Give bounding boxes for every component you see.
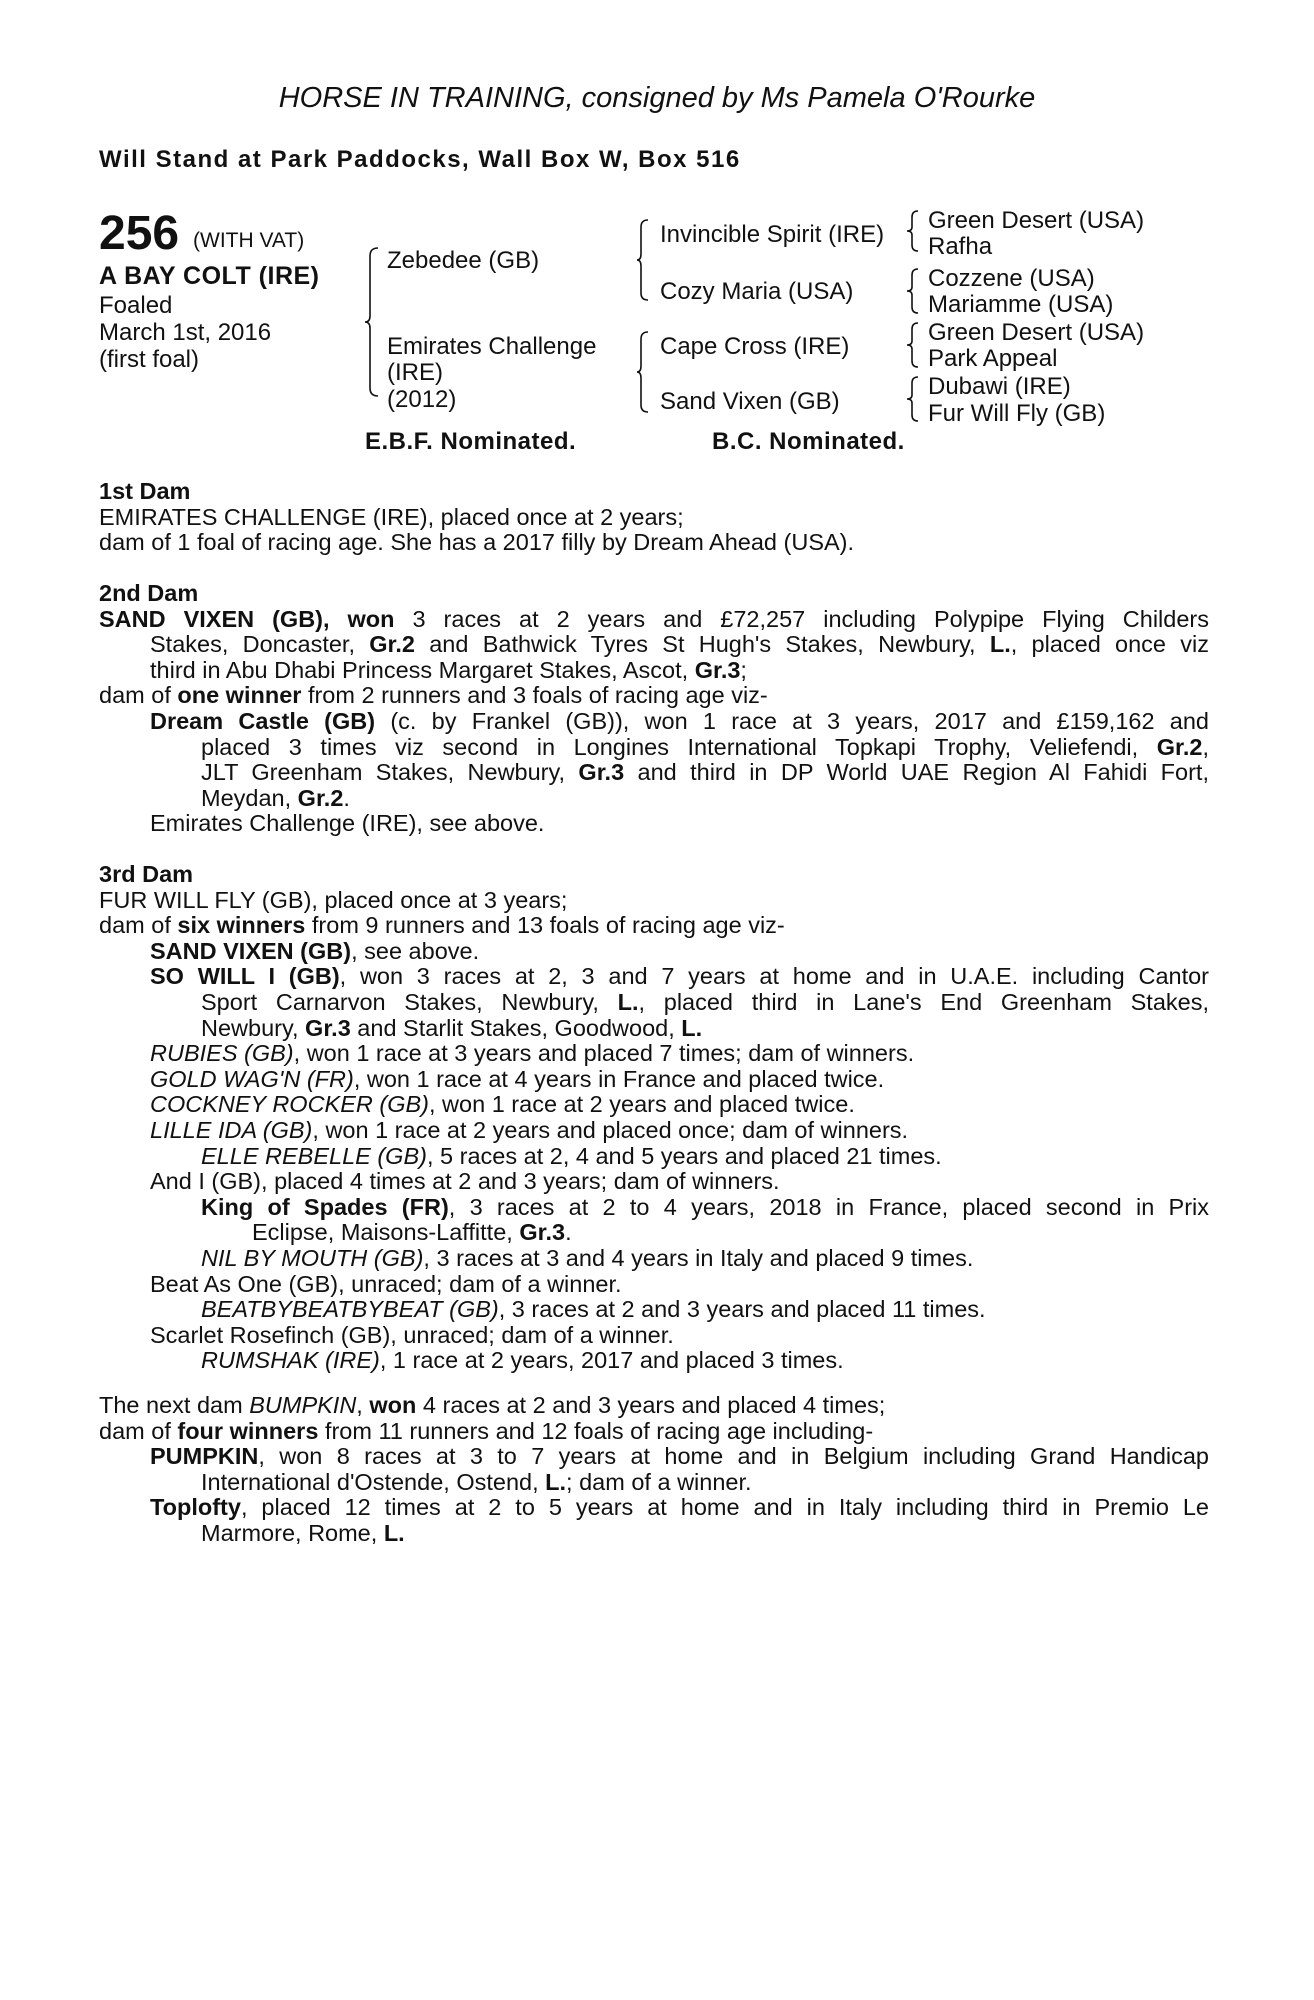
text-span: , see above. — [351, 937, 480, 964]
third-dam-line — [99, 964, 1209, 990]
progeny-name: NIL BY MOUTH (GB) — [201, 1244, 424, 1271]
lot-number: 256 — [99, 207, 180, 260]
text-span: from 9 runners and 13 foals of racing age viz- — [305, 912, 785, 939]
dam-name: SAND VIXEN (GB), won — [99, 605, 395, 632]
race-grade: L. — [681, 1014, 703, 1041]
next-dam-line — [99, 1470, 1209, 1496]
text-span: dam of — [99, 912, 178, 939]
race-grade: L. — [989, 631, 1011, 658]
progeny-name: Toplofty — [150, 1494, 241, 1521]
first-dam-heading: 1st Dam — [99, 478, 191, 504]
text-span: , placed once viz — [1010, 631, 1209, 658]
second-dam-line — [99, 607, 1209, 633]
race-grade: Gr.3 — [305, 1014, 351, 1041]
pedigree-brace-sd — [906, 267, 920, 315]
text-span: ; dam of a winner. — [566, 1468, 752, 1495]
text-span: , — [1202, 733, 1209, 760]
won-label: won — [369, 1392, 417, 1418]
text-span: , won 1 race at 4 years in France and placed twice. — [353, 1065, 885, 1092]
next-dam-section — [99, 1393, 1209, 1547]
winner-count: four winners — [177, 1417, 319, 1444]
progeny-name: ELLE REBELLE (GB) — [201, 1142, 427, 1169]
text-span: Stakes, Doncaster, — [150, 631, 370, 658]
text-span: and Starlit Stakes, Goodwood, — [350, 1014, 682, 1041]
text-span: JLT Greenham Stakes, Newbury, — [201, 759, 579, 786]
second-dam-line — [99, 709, 1209, 735]
pedigree-dam-line1: Emirates Challenge — [387, 333, 597, 360]
text-span: , won 1 race at 3 years and placed 7 times; dam of winners. — [293, 1040, 915, 1067]
third-dam-heading: 3rd Dam — [99, 861, 194, 887]
second-dam-line — [99, 658, 1209, 684]
pedigree-sire: Zebedee (GB) — [387, 247, 540, 274]
pedigree-brace-dam — [636, 330, 650, 414]
text-span: , — [356, 1392, 370, 1418]
next-dam-line — [99, 1393, 1209, 1419]
third-dam-line — [99, 939, 1209, 965]
text-span: , 1 race at 2 years, 2017 and placed 3 times. — [379, 1347, 844, 1374]
third-dam-line: Beat As One (GB), unraced; dam of a winner. — [150, 1270, 622, 1297]
pedigree-sds: Cozzene (USA) — [928, 265, 1095, 292]
progeny-name: BEATBYBEATBYBEAT (GB) — [201, 1296, 499, 1323]
text-span: 4 races at 2 and 3 years and placed 4 times; — [416, 1392, 886, 1418]
text-span: Marmore, Rome, — [201, 1519, 384, 1546]
text-span: Meydan, — [201, 784, 298, 811]
text-span: , 5 races at 2, 4 and 5 years and placed 21 times. — [426, 1142, 942, 1169]
winner-count: six winners — [177, 912, 306, 939]
third-dam-line: FUR WILL FLY (GB), placed once at 3 years; — [99, 886, 568, 913]
first-dam-section — [99, 479, 1209, 556]
third-dam-line — [99, 1041, 1209, 1067]
text-span: , placed third in Lane's End Greenham Stakes, — [638, 988, 1210, 1015]
text-span: from 11 runners and 12 foals of racing age including- — [318, 1417, 874, 1444]
third-dam-line — [99, 1016, 1209, 1042]
bc-nominated: B.C. Nominated. — [712, 428, 905, 455]
horse-name: A BAY COLT (IRE) — [99, 262, 320, 290]
progeny-name: RUMSHAK (IRE) — [201, 1347, 380, 1374]
vat-note: (WITH VAT) — [193, 229, 305, 252]
text-span: from 2 runners and 3 foals of racing age viz- — [301, 682, 768, 709]
second-dam-line — [99, 760, 1209, 786]
pedigree-dsd: Park Appeal — [928, 345, 1058, 372]
pedigree-ddd: Fur Will Fly (GB) — [928, 400, 1106, 427]
third-dam-line — [99, 1195, 1209, 1221]
third-dam-line — [99, 1297, 1209, 1323]
progeny-name: GOLD WAG'N (FR) — [150, 1065, 354, 1092]
text-span: International d'Ostende, Ostend, — [201, 1468, 546, 1495]
pedigree-brace-main — [364, 246, 380, 398]
ebf-nominated: E.B.F. Nominated. — [365, 428, 577, 455]
third-dam-line — [99, 1220, 1209, 1246]
third-dam-line — [99, 1092, 1209, 1118]
progeny-name: King of Spades (FR) — [201, 1193, 449, 1220]
text-span: . — [343, 784, 350, 811]
second-dam-heading: 2nd Dam — [99, 580, 199, 606]
text-span: The next dam — [99, 1392, 250, 1418]
stand-location: Will Stand at Park Paddocks, Wall Box W, Box 516 — [99, 146, 741, 173]
progeny-name: PUMPKIN — [150, 1443, 259, 1470]
text-span: , 3 races at 2 and 3 years and placed 11 times. — [498, 1296, 986, 1323]
dam-name: BUMPKIN — [249, 1392, 357, 1418]
foaled-date: March 1st, 2016 — [99, 319, 272, 346]
foaled-label: Foaled — [99, 292, 173, 319]
text-span: (c. by Frankel (GB)), won 1 race at 3 years, 2017 and £159,162 and — [375, 707, 1209, 734]
text-span: dam of — [99, 682, 178, 709]
next-dam-line — [99, 1419, 1209, 1445]
third-dam-line — [99, 913, 1209, 939]
text-span: Sport Carnarvon Stakes, Newbury, — [201, 988, 618, 1015]
text-span: , won 3 races at 2, 3 and 7 years at home and in U.A.E. including Cantor — [339, 963, 1210, 990]
third-dam-line — [99, 990, 1209, 1016]
text-span: , won 1 race at 2 years and placed twice. — [429, 1091, 855, 1118]
pedigree-brace-dd — [906, 375, 920, 423]
progeny-name: COCKNEY ROCKER (GB) — [150, 1091, 429, 1118]
second-dam-line — [99, 735, 1209, 761]
text-span: , 3 races at 2 to 4 years, 2018 in France, placed second in Prix — [448, 1193, 1210, 1220]
pedigree-brace-ss — [906, 209, 920, 253]
third-dam-line — [99, 1118, 1209, 1144]
text-span: . — [565, 1219, 572, 1246]
pedigree-sire-dam: Cozy Maria (USA) — [660, 278, 854, 305]
progeny-name: SO WILL I (GB) — [150, 963, 340, 990]
progeny-name: SAND VIXEN (GB) — [150, 937, 352, 964]
pedigree-dds: Dubawi (IRE) — [928, 373, 1071, 400]
pedigree-sire-sire: Invincible Spirit (IRE) — [660, 221, 885, 248]
race-grade: L. — [383, 1519, 405, 1546]
race-grade: Gr.3 — [519, 1219, 566, 1246]
race-grade: L. — [617, 988, 639, 1015]
catalogue-header: HORSE IN TRAINING, consigned by Ms Pamela O'Rourke — [278, 82, 1036, 114]
text-span: Eclipse, Maisons-Laffitte, — [252, 1219, 520, 1246]
text-span: and third in DP World UAE Region Al Fahidi Fort, — [624, 759, 1209, 786]
first-dam-line: dam of 1 foal of racing age. She has a 2017 filly by Dream Ahead (USA). — [99, 529, 855, 556]
second-dam-line — [99, 786, 1209, 812]
pedigree-brace-ds — [906, 321, 920, 369]
next-dam-line — [99, 1495, 1209, 1521]
text-span: 3 races at 2 years and £72,257 including Polypipe Flying Childers — [394, 605, 1209, 632]
text-span: , won 8 races at 3 to 7 years at home and in Belgium including Grand Handicap — [258, 1443, 1209, 1470]
third-dam-line: And I (GB), placed 4 times at 2 and 3 years; dam of winners. — [150, 1168, 780, 1195]
text-span: dam of — [99, 1417, 178, 1444]
next-dam-line — [99, 1444, 1209, 1470]
race-grade: Gr.2 — [369, 631, 415, 658]
progeny-name: LILLE IDA (GB) — [150, 1116, 313, 1143]
first-dam-line: EMIRATES CHALLENGE (IRE), placed once at 2 years; — [99, 503, 684, 530]
text-span: , 3 races at 3 and 4 years in Italy and placed 9 times. — [423, 1244, 974, 1271]
third-dam-line — [99, 1067, 1209, 1093]
text-span: , placed 12 times at 2 to 5 years at home and in Italy including third in Premio Le — [240, 1494, 1209, 1521]
foal-note: (first foal) — [99, 346, 200, 373]
race-grade: Gr.3 — [578, 759, 625, 786]
pedigree-dam-dam: Sand Vixen (GB) — [660, 388, 840, 415]
pedigree-sdd: Mariamme (USA) — [928, 291, 1114, 318]
text-span: Newbury, — [201, 1014, 306, 1041]
race-grade: Gr.3 — [694, 656, 741, 683]
pedigree-dam-sire: Cape Cross (IRE) — [660, 333, 850, 360]
third-dam-line: Scarlet Rosefinch (GB), unraced; dam of a winner. — [150, 1321, 674, 1348]
pedigree-brace-sire — [636, 218, 650, 302]
race-grade: L. — [545, 1468, 567, 1495]
pedigree-dam-line3: (2012) — [387, 386, 457, 413]
next-dam-line — [99, 1521, 1209, 1547]
second-dam-line — [99, 683, 1209, 709]
race-grade: Gr.2 — [297, 784, 344, 811]
third-dam-line — [99, 1246, 1209, 1272]
pedigree-dam-line2: (IRE) — [387, 359, 443, 386]
text-span: third in Abu Dhabi Princess Margaret Stakes, Ascot, — [150, 656, 695, 683]
second-dam-line — [99, 632, 1209, 658]
text-span: and Bathwick Tyres St Hugh's Stakes, Newbury, — [414, 631, 990, 658]
pedigree-dss: Green Desert (USA) — [928, 319, 1145, 346]
third-dam-line — [99, 1348, 1209, 1374]
pedigree-sss: Green Desert (USA) — [928, 207, 1145, 234]
winner-count: one winner — [177, 682, 302, 709]
race-grade: Gr.2 — [1156, 733, 1203, 760]
text-span: , won 1 race at 2 years and placed once; dam of winners. — [312, 1116, 909, 1143]
second-dam-line: Emirates Challenge (IRE), see above. — [150, 810, 545, 837]
progeny-name: RUBIES (GB) — [150, 1040, 294, 1067]
text-span: placed 3 times viz second in Longines International Topkapi Trophy, Veliefendi, — [201, 733, 1157, 760]
second-dam-section — [99, 581, 1209, 837]
progeny-name: Dream Castle (GB) — [150, 707, 376, 734]
third-dam-section — [99, 862, 1209, 1374]
third-dam-line — [99, 1144, 1209, 1170]
text-span: ; — [740, 656, 747, 683]
pedigree-ssd: Rafha — [928, 233, 993, 260]
